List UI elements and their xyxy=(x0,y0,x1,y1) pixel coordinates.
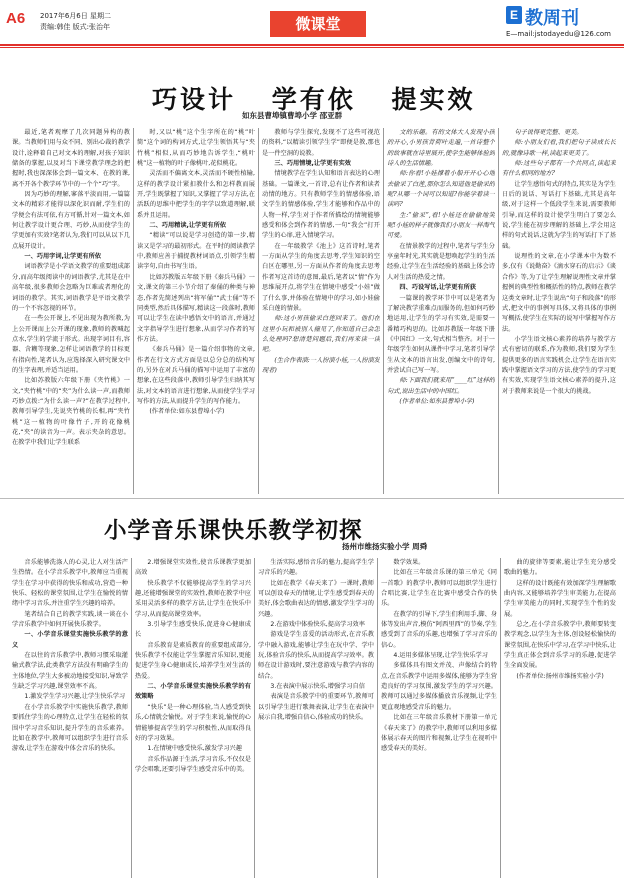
section-subheading: 四、巧设写话,让学更有所获 xyxy=(399,284,476,292)
body-paragraph: 3.引导学生感受快乐,促进身心健康成长 xyxy=(135,621,251,639)
body-paragraph: 笔者结合自己的教学实践,谈一谈在小学音乐教学中如何开展快乐教学。 xyxy=(12,610,128,629)
section-subheading: 二、小学音乐课堂实施快乐教学的有效策略 xyxy=(135,683,251,701)
body-paragraph: 曲的旋律等要素,能让学生充分感受歌曲的魅力。 xyxy=(504,559,616,577)
body-paragraph: 文的乐趣。有的文体大人发现小孩的开心,小男孩背荷叶走遍,一首诗整个的故事就在诗里展开,使学生能够体验到诗人的生活情趣。 xyxy=(387,129,495,168)
body-paragraph: 音乐教育是素质教育的重要组成部分,快乐教学不仅能让学生掌握音乐知识,更能促进学生身心健康成长,培养学生对生活的热爱。 xyxy=(135,641,251,680)
article1-column-1 xyxy=(12,128,130,496)
column-divider xyxy=(498,128,499,494)
body-paragraph: (生合作表演:一人扮演小娃,一人扮演发现者) xyxy=(262,356,380,374)
section-subheading: 一、巧用字词,让学更有所依 xyxy=(24,253,101,261)
article2-column-1 xyxy=(12,558,128,880)
body-paragraph: 师:下面我们就来用“____红”这样的句式,说出生活中的中国红。 xyxy=(387,377,495,395)
headline-part-1: 巧设计 xyxy=(152,85,237,114)
article2-column-2 xyxy=(135,558,251,880)
body-paragraph: 2.增强课堂实效性,使音乐课教学更加高效 xyxy=(135,559,251,577)
article2-byline: 扬州市维扬实验小学 周舜 xyxy=(342,542,428,551)
body-paragraph: 在一些公开课上,不见出现为教所教,为上公开课而上公开课的现象,教师的教喊起点水,学生的学流于形式。出现字词目有,容器、含糊等现象,怎样让词语教学的目标更有指向性,笔者认为,应选择深入研究课文中的生字表理,并适当运用。 xyxy=(12,315,130,374)
body-paragraph: 总之,在小学音乐教学中,教师要转变教学观念,以学生为主体,创设轻松愉快的课堂氛围,在快乐中学习,在学习中快乐,让学生真正体会到音乐学习的乐趣,促进学生全面发展。 xyxy=(504,621,616,670)
body-paragraph: 灵活而不偏离文本,灵活而不硬性植输,这样的教学设计紧扣教什么和怎样教而展开,学生既掌握了知识,又掌握了学习方法,在活跃的思维中把学生的字学以致道理解,联系并且运用。 xyxy=(137,170,255,219)
section-subheading: 一、小学音乐课堂实施快乐教学的意义 xyxy=(12,631,128,649)
column-divider xyxy=(377,558,378,878)
body-paragraph: 师:这些句子都有一个共同点,读起来有什么相同的地方? xyxy=(502,160,616,178)
body-paragraph: 2.在游戏中体验快乐,提高学习效率 xyxy=(270,621,365,629)
article2-column-5 xyxy=(504,558,616,880)
body-paragraph: “精读”可以说是学习创造的第一步,精读又是学习的最初形式。在平时的阅读教学中,教师应善于捕捉教材词语点,引领学生精读字句,自由书写生语。 xyxy=(137,232,255,271)
body-paragraph: 教师与学生探究,发现不了这些可视范的资料,“以精读引领学生学”即便是教,那也是一件空洞的说教。 xyxy=(262,129,380,157)
body-paragraph: 因为巧妙的理解,寥落平淡而用,一篇篇文本的精彩才能得以深化识而耐,学生们的学便会有法可依,有方可循,针对一篇文本,如何让教学设计更合理、巧妙,从而使学生的学更加有实效?笔者认为,我们可以从以下几点展开设计。 xyxy=(12,191,130,250)
body-paragraph: 游戏是学生喜爱的活动形式,在音乐教学中融入游戏,能够让学生在玩中学、学中玩,体验音乐的快乐,从而提高学习效率。教师在设计游戏时,要注意游戏与教学内容的结合。 xyxy=(258,631,374,680)
body-paragraph: 这样的设计既能有效加深学生理解歌曲内容,又能够培养学生审美能力,在提高学生审美能力的同时,实现学生个性的发展。 xyxy=(504,579,616,618)
body-paragraph: 在教学的引导下,学生们利用手,脚、身体等发出声音,模仿“阿西里西”的节奏,学生感受到了音乐的乐趣,也增强了学习音乐的信心。 xyxy=(381,610,497,649)
column-divider xyxy=(500,558,501,878)
brand-name: 教周刊 xyxy=(525,8,579,29)
article2-column-3 xyxy=(258,558,374,880)
body-paragraph: 3.在表演中展示快乐,增强学习自信 xyxy=(270,683,365,691)
body-paragraph: 师:小朋友们看,我们把句子读成长长的,就像诗歌一样,读起来更美了。 xyxy=(502,139,616,157)
body-paragraph: 让学生感悟句式的特点,其实是为学生日后的说话、写话打下基础,尤其是高年级,对于这样一个低段学生来说,需要教师引导,而这样的设计使学生明白了要怎么说,学生能在初步理解的基础上,学会用这样的句式说话,这就为学生的写话打下了基础。 xyxy=(502,180,616,250)
column-divider xyxy=(258,128,259,494)
body-paragraph: 比如在三年级音乐教材下册第一单元《春天来了》的教学中,教师可以利用多媒体展示春天的图片和视频,让学生在视听中感受春天的美好。 xyxy=(381,714,497,753)
body-paragraph: 1.在情境中感受快乐,激发学习兴趣 xyxy=(147,745,242,753)
body-paragraph: (作者单位:扬州市维扬实验小学) xyxy=(516,672,604,680)
body-paragraph: (作者单位:如东县曹埠小学) xyxy=(399,397,475,405)
body-paragraph: 在小学音乐教学中实施快乐教学,教师要抓住学生的心理特点,让学生在轻松的氛围中学习音乐知识,提升学生的音乐素养。比如在教学中,教师可以组织学生进行音乐游戏,让学生在游戏中体会音乐的快乐。 xyxy=(12,703,128,753)
column-divider xyxy=(254,558,255,878)
section-subheading: 三、巧用情境,让学更有实效 xyxy=(274,160,351,168)
body-paragraph: 词语教学是小学语文教学的重要组成部分,而高年级阅读中的词语教学,尤其是在中高年级,很多教师会忽略为巨难或者理化的词语的教学。其实,词语教学是平语文教学的一个不容忽视的环节。 xyxy=(12,263,130,312)
article2-column-4 xyxy=(381,558,497,880)
column-divider xyxy=(131,558,132,878)
article-separator xyxy=(0,498,624,499)
column-name-banner: 微课堂 xyxy=(270,11,366,37)
body-paragraph: “快乐”是一种心理体验,当人感受到快乐,心情就会愉悦。对于学生来说,愉悦的心情能够提高学生的学习积极性,从而取得良好的学习效果。 xyxy=(135,703,251,742)
article1-column-2 xyxy=(137,128,255,496)
body-paragraph: 在以往的音乐教学中,教师习惯采取灌输式教学法,此类教学方法没有明确学生的主体地位,学生大多被动地接受知识,导致学生缺乏学习兴趣,课堂效率不高。 xyxy=(12,652,128,691)
body-paragraph: (作者单位:如东县曹埠小学) xyxy=(149,408,225,416)
section-subheading: 二、巧用精读,让学更有所依 xyxy=(149,222,226,230)
body-paragraph: 1.激发学生学习兴趣,让学生快乐学习 xyxy=(24,693,126,701)
brand-e-icon: E xyxy=(506,6,522,24)
body-paragraph: 小学生语文核心素养的培养与教学方式有密切的联系,作为教师,我们要为学生提供更多的语言实践机会,让学生在语言实践中掌握语文学习的方法,使学生的学习更有实效,实现学生语文核心素养的提升,这对于教师来说是一个很大的挑战。 xyxy=(502,335,616,395)
page-number: A6 xyxy=(6,10,26,27)
editor-line: 责编:韩佳 版式:张治年 xyxy=(40,23,110,31)
body-paragraph: 在情景教学的过程中,笔者与学生分享童年时光,其实就是想唤起学生的生活经验,让学生在生活经验的基础上体会诗人对生活的热爱之情。 xyxy=(387,242,495,281)
body-paragraph: 师:这小男孩偷采白莲回来了。他们在这里小玩和被别人撞见了,你知道自己会怎么处理吗?想清楚问题后,我们再来读一读吧。 xyxy=(262,315,380,354)
body-paragraph: 情境教学在学生认知和语言表达的心理基础。一篇课文,一首诗,总有让作者和读者动情的地方。只有教师学生的情感体验,语文学生的情感体验,学生才能够和作品中的人物一样,学生对于作者所描绘的情境能够感受和体会到作者的情感,一句“我会”打开学生的心扉,进入情境学习。 xyxy=(262,170,380,240)
body-paragraph: 音乐作品源于生活,学习音乐,不仅仅是学会唱歌,还要引导学生感受音乐中的美。 xyxy=(135,755,251,773)
body-paragraph: 句子说得更完整、更美。 xyxy=(514,129,583,136)
article2-headline: 小学音乐课快乐教学初探 xyxy=(104,518,363,544)
body-paragraph: 时,又以“桃”这个生字所在的“桃”叶简“这个词的构词方式,让学生领悟其与“夹竹桃”相似,从而巧妙地告诉学生,“桃叶桃”这一植物的叶子像桃叶,花似桃花。 xyxy=(137,129,255,168)
header-rule xyxy=(0,44,624,46)
body-paragraph: 比如苏教版六年级下册《夹竹桃》一文,“夹竹桃”中的“夹”为什么读一声,而教师巧妙点拨:“为什么读一声?”在教学过程中,教师引导学生,先说夹竹桃的长相,再“夹竹桃”这一植物的叶像竹子,开的花像桃花,“夹”的读音为一声。表示夹杂的意思。在教学中我们让学生联系 xyxy=(12,377,130,447)
header-rule-thin xyxy=(0,47,624,48)
body-paragraph: 比如在三年级音乐课的第三单元《同一首歌》的教学中,教师可以组织学生进行合唱比赛,让学生在比赛中感受合作的快乐。 xyxy=(381,569,497,608)
page-header xyxy=(0,0,624,48)
body-paragraph: 比如在教学《春天来了》一课时,教师可以创设春天的情境,让学生感受到春天的美好,体会歌曲表达的情感,激发学生学习的兴趣。 xyxy=(258,579,374,618)
body-paragraph: 生活实际,感悟音乐的魅力,提高学生学习音乐的兴趣。 xyxy=(258,559,374,577)
date-line: 2017年6月6日 星期二 xyxy=(40,12,111,20)
body-paragraph: 多媒体具有图文并茂、声像结合的特点,在音乐教学中运用多媒体,能够为学生营造良好的学习氛围,激发学生的学习兴趣。教师可以通过多媒体播放音乐视频,让学生更直观地感受音乐的魅力。 xyxy=(381,662,497,711)
body-paragraph: 《秦兵马俑》是一篇介绍事物的文章,作者在行文方式方面是以总分总的结构写的,另外在对兵马俑的描写中运用了丰富的想象,在这些段落中,教师引导学生归纳其写法,对文本的语言进行想象,从而使学生学习写作的方法,从而提升学生的写作能力。 xyxy=(137,346,255,405)
article1-column-5 xyxy=(502,128,616,496)
header-info xyxy=(40,11,111,33)
contact-email: E—mail:jstodayedu@126.com xyxy=(506,30,611,38)
article1-column-3 xyxy=(262,128,380,496)
headline-part-3: 提实效 xyxy=(391,85,476,114)
body-paragraph: 表演是音乐教学中的重要环节,教师可以引导学生进行歌舞表演,让学生在表演中展示自我,增强自信心,体验成功的快乐。 xyxy=(258,693,374,722)
article1-column-4 xyxy=(387,128,495,496)
body-paragraph: 说理性的文章,在小学课本中为数不多,仅有《说勤奋》《滴水穿石的启示》《谈合作》等,为了让学生理解说理性文章并掌握例的典型性和概括性的特点,教师在教学这类文章时,让学生说出“句子和段落”的形式,把文中的事例写具体,又将具体的事例写概括,使学生在实际的说写中掌握写作方法。 xyxy=(502,253,616,333)
body-paragraph: 生:“偷采”,看!小娃还在偷偷地笑呢!小娃的样子就像我们小朋友一样淘气可爱。 xyxy=(387,211,495,240)
body-paragraph: 比如苏教版五年级下册《秦兵马俑》一文,课文的第三小节介绍了秦俑的种类与神态,作者先简述列出“将军俑”“武士俑”等不同类型,然后具体描写,精读这一段落时,教师可以让学生在读中感悟文中的语言,并通过文字指导学生进行想象,从而学习作者的写作方法。 xyxy=(137,273,255,343)
body-paragraph: 4.运用多媒体呈现,让学生快乐学习 xyxy=(393,652,488,660)
column-divider xyxy=(383,128,384,494)
body-paragraph: 一篇课的教学环节中可以是笔者为了解决教学重难点而服务的,但如何巧妙地运用,让学生的学习有实效,是需要一番精巧构思的。比如苏教版一年级下册《中国红》一文,句式相当整齐。对于一年级学生如何从课件中学习,笔者引导学生从文本的语言出发,创编文中的诗句,并尝试自己写一写。 xyxy=(387,294,495,374)
body-paragraph: 最近,笔者观摩了几次同题异构的教课。当教师们用与众不同、别出心裁的教学设计,诠释着自己对文本的理解,对孩子知识储备的掌握,以及对当下课堂教学理念的把握时,我也深深体会到一篇文本、在教的课,离不开各个教学环节中的一个个“巧”字。 xyxy=(12,129,130,188)
body-paragraph: 数学效果。 xyxy=(393,559,425,566)
body-paragraph: 快乐教学不仅能够提高学生的学习兴趣,还能增强课堂的实效性,教师在教学中应采用灵活多样的教学方法,让学生在快乐中学习,从而提高课堂效率。 xyxy=(135,579,251,618)
body-paragraph: 师:你看!小娃撑着小船开开心心地去偷采了白莲,那你怎么知道他是偷采的呢?从哪一个词可以知道?你能学着读一读吗? xyxy=(387,170,495,209)
headline-part-2: 学有依 xyxy=(271,85,356,114)
body-paragraph: 在一年级教学《池上》这首诗时,笔者一方面从学生的角度去思考,学生知识的空白区在哪里,另一方面从作者的角度去思考作者写这首诗的意图,最后,笔者以“情”作为思维展开点,将学生在情境中感受“小娃”做了什么事,并体验在情境中的学习,如小娃偷采白莲的情景。 xyxy=(262,242,380,312)
body-paragraph: 音乐能够洗涤人的心灵,让人对生活产生热情。在小学音乐教学中,教师应当重视学生在学习中获得的快乐和成功,营造一种快乐、轻松的课堂氛围,让学生在愉悦的情绪中学习音乐,并注重学生兴趣的培养。 xyxy=(12,559,128,608)
column-divider xyxy=(133,128,134,494)
article1-byline: 如东县曹埠镇曹埠小学 邵亚群 xyxy=(242,111,343,120)
